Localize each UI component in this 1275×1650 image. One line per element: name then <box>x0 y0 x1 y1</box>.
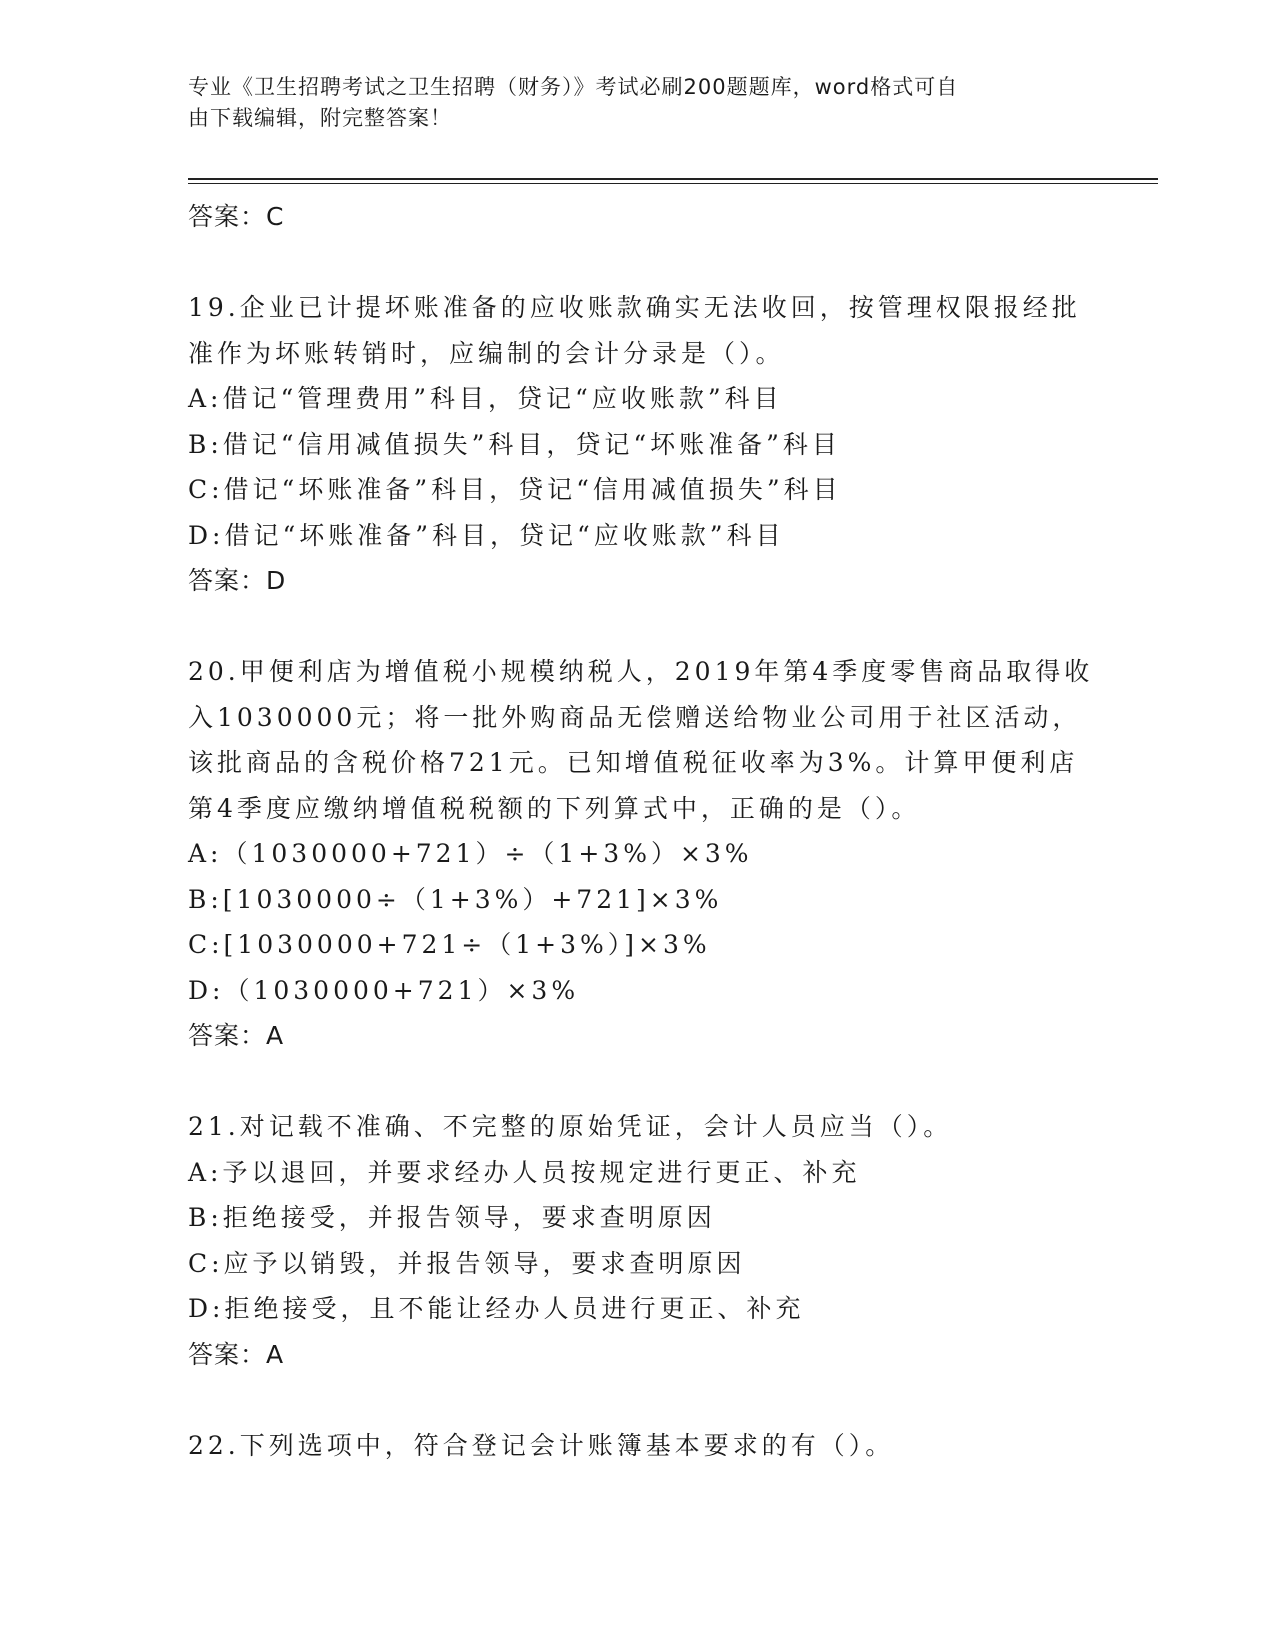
answer-line: 答案：A <box>188 1339 285 1369</box>
option-d: D:拒绝接受，且不能让经办人员进行更正、补充 <box>188 1294 805 1323</box>
question-21 <box>188 1104 1118 1377</box>
previous-answer: 答案：C <box>188 202 285 231</box>
option-b: B:借记“信用减值损失”科目，贷记“坏账准备”科目 <box>188 429 841 459</box>
stem-line: 入1030000元；将一批外购商品无偿赠送给物业公司用于社区活动， <box>188 702 1082 732</box>
option-a: A:（1030000+721）÷（1+3%）×3% <box>188 839 753 868</box>
stem-line: 21.对记载不准确、不完整的原始凭证，会计人员应当（）。 <box>188 1112 953 1141</box>
stem-line: 准作为坏账转销时，应编制的会计分录是（）。 <box>188 338 785 368</box>
stem-line: 该批商品的含税价格721元。已知增值税征收率为3%。计算甲便利店 <box>188 748 1079 777</box>
answer-line: 答案：D <box>188 566 287 595</box>
question-stem <box>188 1104 1118 1150</box>
header-title-line-2: 由下载编辑，附完整答案！ <box>188 106 452 130</box>
stem-line: 22.下列选项中，符合登记会计账簿基本要求的有（）。 <box>188 1430 895 1460</box>
option-d: D:借记“坏账准备”科目，贷记“应收账款”科目 <box>188 520 785 550</box>
stem-line: 19.企业已计提坏账准备的应收账款确实无法收回，按管理权限报经批 <box>188 293 1081 322</box>
question-stem <box>188 649 1118 831</box>
question-list <box>188 194 1118 1468</box>
option-a: A:借记“管理费用”科目，贷记“应收账款”科目 <box>188 384 783 413</box>
question-stem <box>188 285 1118 376</box>
option-c: C:应予以销毁，并报告领导，要求查明原因 <box>188 1248 746 1278</box>
question-20 <box>188 649 1118 1058</box>
option-a: A:予以退回，并要求经办人员按规定进行更正、补充 <box>188 1157 861 1187</box>
header-title-line-1: 专业《卫生招聘考试之卫生招聘（财务）》考试必刷200题题库，word格式可自 <box>188 75 959 99</box>
page-header <box>188 72 1088 134</box>
stem-line: 20.甲便利店为增值税小规模纳税人，2019年第4季度零售商品取得收 <box>188 657 1094 686</box>
option-c: C:借记“坏账准备”科目，贷记“信用减值损失”科目 <box>188 475 842 504</box>
option-b: B:[1030000÷（1+3%）+721]×3% <box>188 884 723 914</box>
option-c: C:[1030000+721÷（1+3%）]×3% <box>188 930 711 959</box>
answer-line: 答案：A <box>188 1021 285 1050</box>
option-d: D:（1030000+721）×3% <box>188 975 580 1005</box>
question-22 <box>188 1423 1118 1469</box>
stem-line: 第4季度应缴纳增值税税额的下列算式中，正确的是（）。 <box>188 793 921 823</box>
question-stem <box>188 1423 1118 1469</box>
question-19 <box>188 285 1118 603</box>
header-divider-thin <box>188 183 1158 184</box>
option-b: B:拒绝接受，并报告领导，要求查明原因 <box>188 1203 716 1232</box>
header-divider-thick <box>188 178 1158 180</box>
